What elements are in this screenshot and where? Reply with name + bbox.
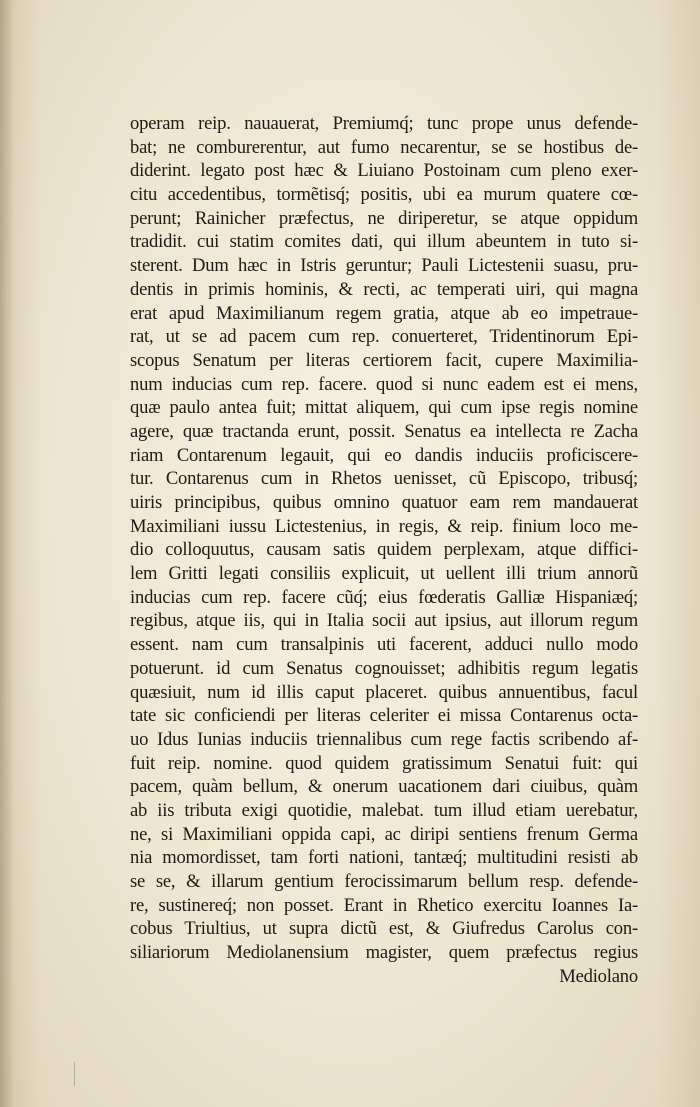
text-line: sterent. Dum hæc in Istris geruntur; Pauli Lictestenii suasu, pru- [130,255,638,277]
text-line: se se, & illarum gentium ferocissimarum bellum resp. defende- [130,871,638,892]
text-block [130,112,638,988]
text-line: agere, quæ tractanda erunt, possit. Senatus ea intellecta re Zacha [130,420,638,442]
text-line: erat apud Maximilianum regem gratia, atque ab eo impetraue- [130,302,638,324]
text-line: bat; ne comburerentur, aut fumo necarentur, se se hostibus de- [130,136,638,158]
catchword: Mediolano [559,965,638,987]
text-line: essent. nam cum transalpinis uti facerent, adduci nullo modo [130,634,638,656]
text-line: perunt; Rainicher præfectus, ne diriperetur, se atque oppidum [130,207,638,229]
text-line: Maximiliani iussu Lictestenius, in regis, & reip. finium loco me- [130,515,638,537]
text-line: tur. Contarenus cum in Rhetos uenisset, cũ Episcopo, tribusq́; [130,468,638,490]
text-line: scopus Senatum per literas certiorem facit, cupere Maximilia- [130,349,638,371]
text-line: rat, ut se ad pacem cum rep. conuerteret, Tridentinorum Epi- [130,326,638,348]
text-line: riam Contarenum legauit, qui eo dandis induciis proficiscere- [130,444,638,466]
page-edge-mark [74,1062,75,1086]
text-line: tate sic conficiendi per literas celeriter ei missa Contarenus octa- [130,705,638,727]
text-line: nia momordisset, tam forti nationi, tantæq́; multitudini resisti ab [130,847,638,869]
text-line: dentis in primis hominis, & recti, ac temperati uiri, qui magna [130,278,638,300]
text-line: citu accedentibus, tormẽtisq́; positis, ubi ea murum quatere cœ- [130,184,638,206]
text-line: dio colloquutus, causam satis quidem perplexam, atque diffici- [130,539,638,561]
text-line: fuit reip. nomine. quod quidem gratissimum Senatui fuit: qui [130,752,638,774]
text-line: siliariorum Mediolanensium magister, quem præfectus regius [130,942,638,964]
page-gutter-shadow [0,0,14,1107]
text-line: quæ paulo antea fuit; mittat aliquem, qui cum ipse regis nomine [130,397,638,419]
text-line: cobus Triultius, ut supra dictũ est, & Giufredus Carolus con- [130,918,638,940]
text-line: inducias cum rep. facere cũq́; eius fœderatis Galliæ Hispaniæq́; [130,586,638,608]
text-line: quæsiuit, num id illis caput placeret. quibus annuentibus, facul [130,681,638,703]
text-line: diderint. legato post hæc & Liuiano Postoinam cum pleno exer- [130,160,638,182]
text-line: tradidit. cui statim comites dati, qui illum abeuntem in tuto si- [130,231,638,253]
text-line: regibus, atque iis, qui in Italia socii aut ipsius, aut illorum regum [130,610,638,632]
text-line: potuerunt. id cum Senatus cognouisset; adhibitis regum legatis [130,657,638,679]
text-line: re, sustinereq́; non posset. Erant in Rhetico exercitu Ioannes Ia- [130,894,638,916]
text-line: uiris principibus, quibus omnino quatuor eam rem mandauerat [130,492,638,513]
text-line: uo Idus Iunias induciis triennalibus cum rege factis scribendo af- [130,728,638,750]
text-line: ab iis tributa exigi quotidie, malebat. tum illud etiam uerebatur, [130,799,638,821]
text-line: num inducias cum rep. facere. quod si nunc eadem est ei mens, [130,373,638,395]
text-line: operam reip. nauauerat, Premiumq́; tunc prope unus defende- [130,113,638,134]
text-line: pacem, quàm bellum, & onerum uacationem dari ciuibus, quàm [130,776,638,798]
text-line: ne, si Maximiliani oppida capi, ac diripi sentiens frenum Germa [130,823,638,845]
text-line: lem Gritti legati consiliis explicuit, ut uellent illi trium annorũ [130,563,638,585]
